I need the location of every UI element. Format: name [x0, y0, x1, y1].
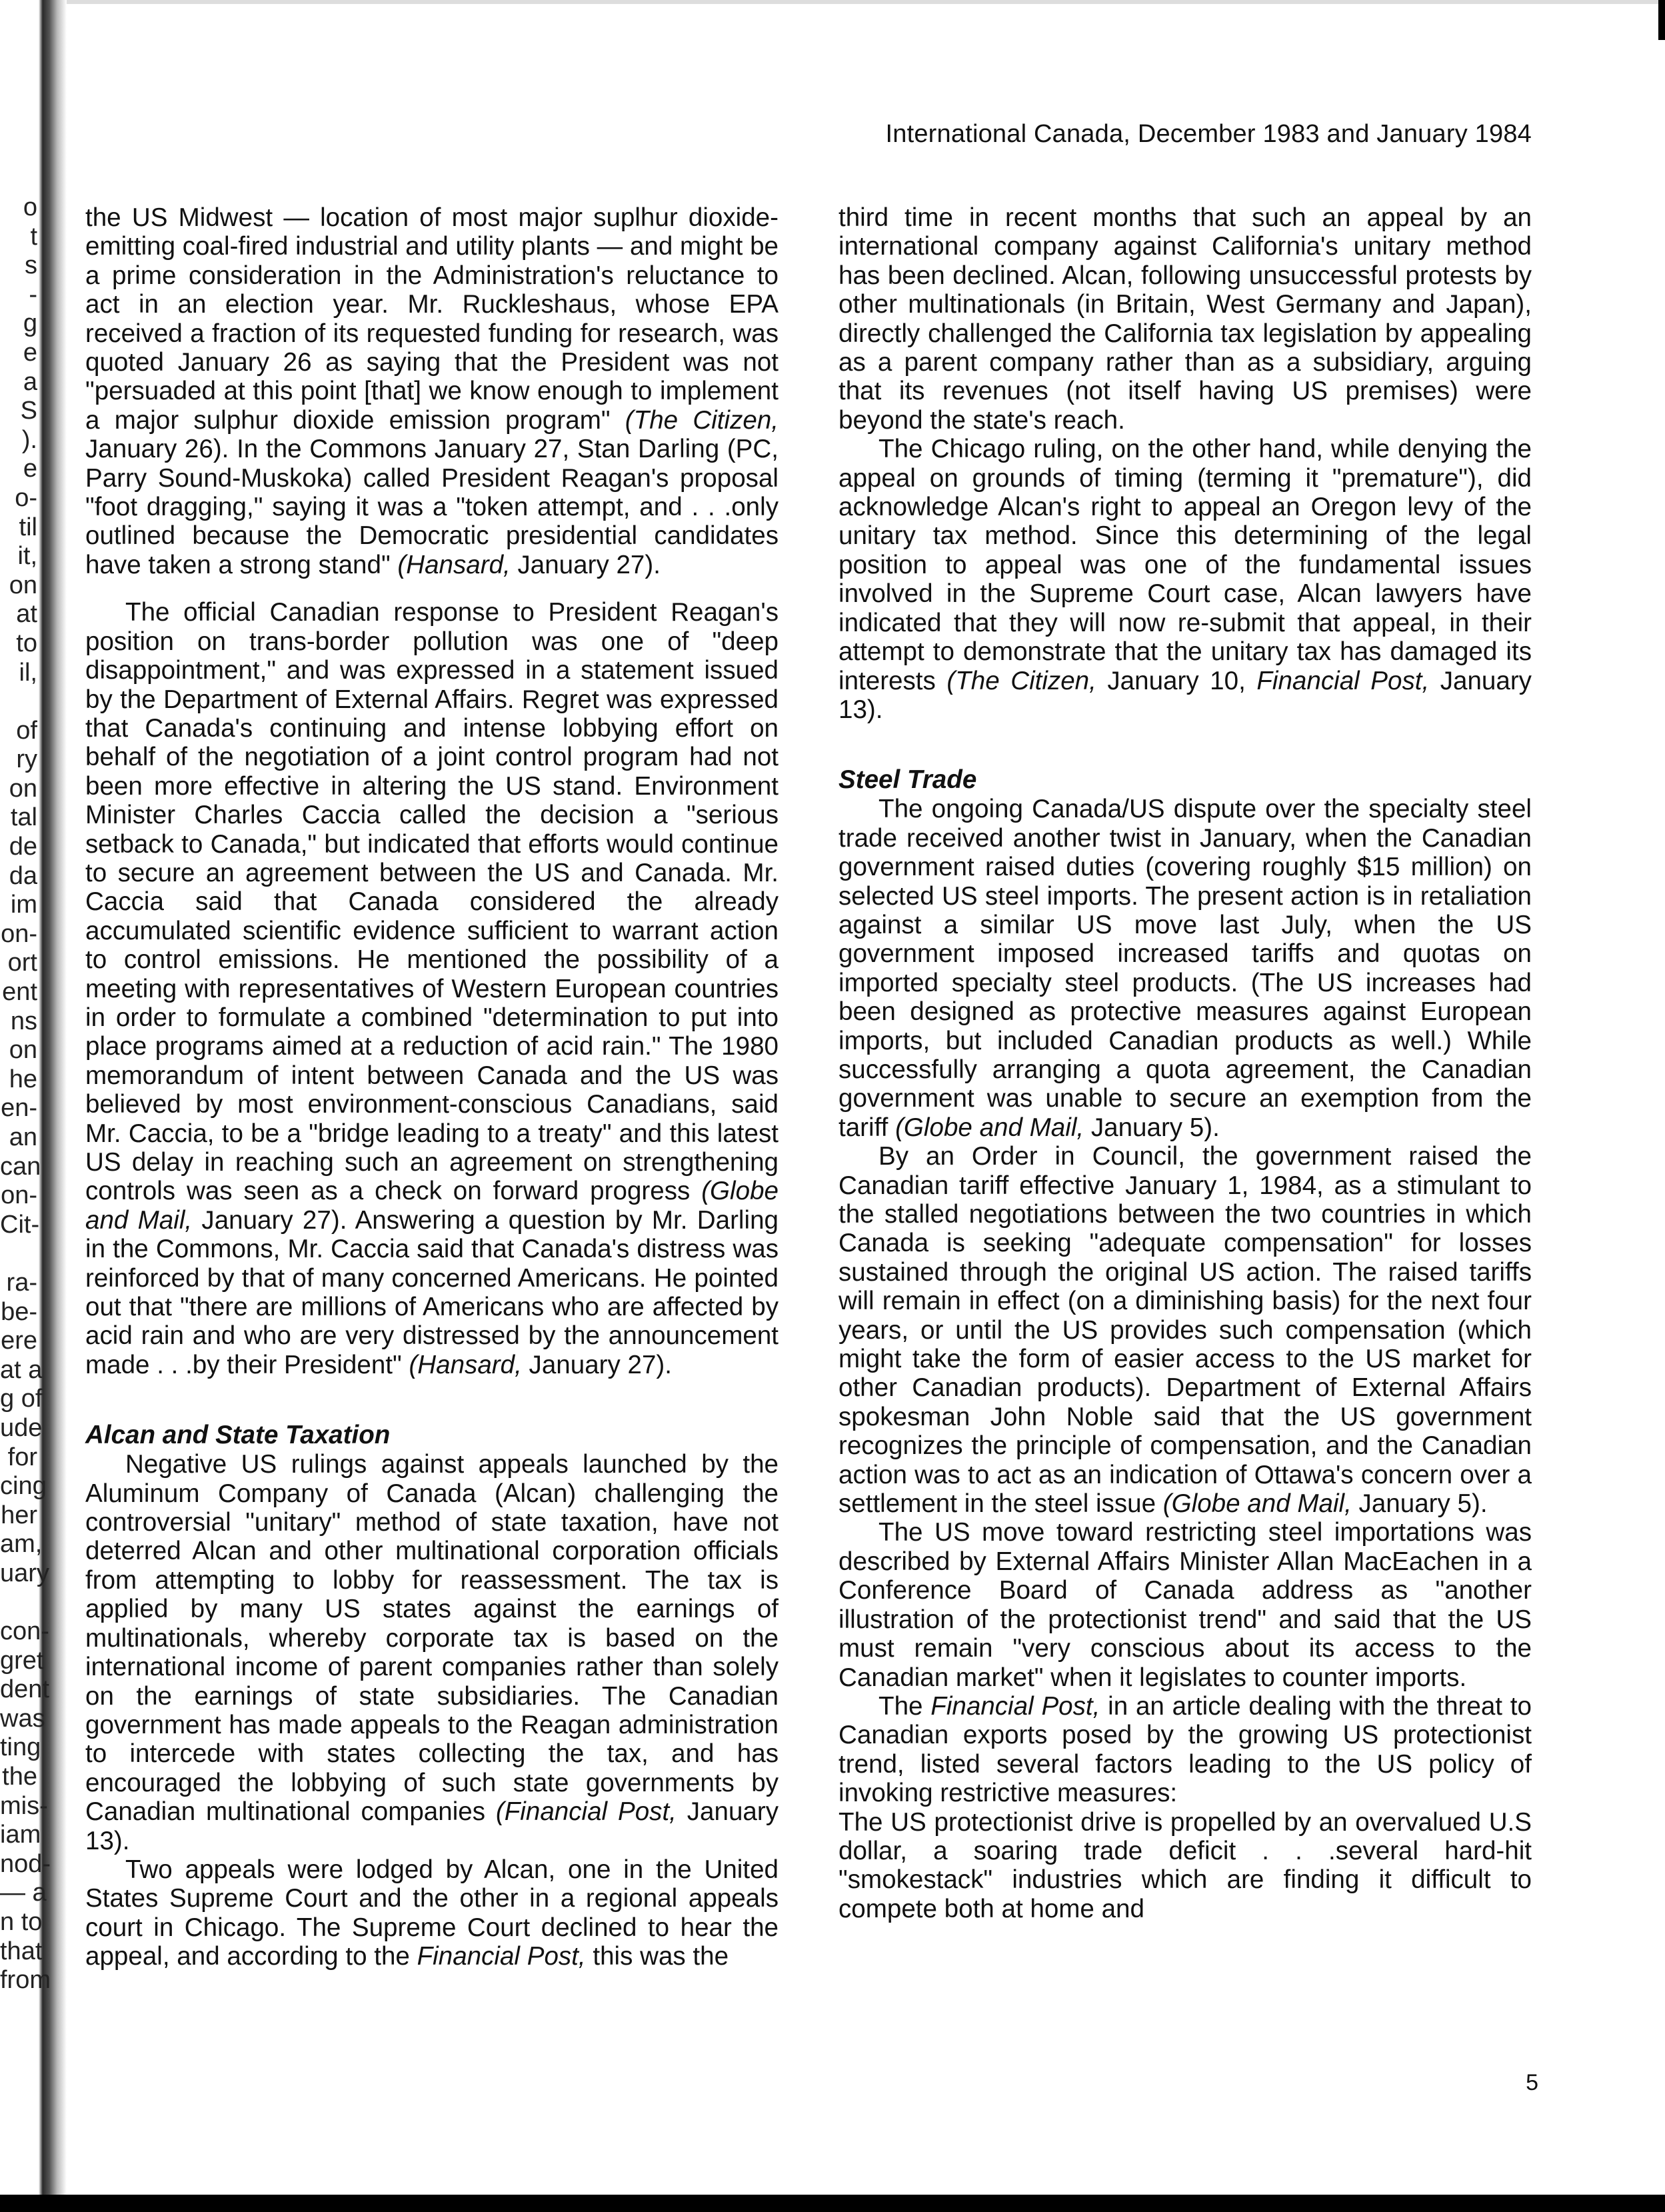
- bleed-fragment: at: [16, 600, 37, 629]
- page-number: 5: [1526, 2070, 1538, 2095]
- adjacent-page-bleed-text: [0, 193, 51, 2127]
- right-column: [838, 203, 1532, 1923]
- bleed-fragment: tal: [10, 803, 37, 832]
- citation: (Hansard,: [409, 1350, 522, 1379]
- bleed-fragment: con-: [0, 1617, 49, 1646]
- bleed-fragment: ra-: [6, 1268, 37, 1297]
- paragraph: Two appeals were lodged by Alcan, one in the United States Supreme Court and the other in a regional appeals court in Chicago. The Supreme Court declined to hear the appeal, and according to the Financial Post, this was the: [85, 1855, 779, 1971]
- bleed-fragment: on: [9, 571, 37, 599]
- citation: Financial Post,: [417, 1942, 586, 1971]
- bleed-fragment: e: [23, 338, 37, 367]
- section-heading-alcan: Alcan and State Taxation: [85, 1421, 391, 1450]
- paragraph: The ongoing Canada/US dispute over the specialty steel trade received another twist in January, when the Canadian government raised duties (covering roughly $15 million) on selected US steel imports. The present action is in retaliation against a similar US move last July, when the US government imposed increased tariffs and quotas on imported specialty steel products. (The US increases had been designed as protective measures against European imports, but included Canadian products as well.) While successfully arranging a quota agreement, the Canadian government was unable to secure an exemption from the tariff (Globe and Mail, January 5).: [838, 795, 1532, 1142]
- citation: (Globe and Mail,: [895, 1113, 1084, 1142]
- bleed-fragment: the: [2, 1763, 37, 1791]
- bleed-fragment: was: [0, 1704, 45, 1733]
- bleed-fragment: S: [20, 397, 37, 425]
- bleed-fragment: til: [19, 513, 37, 541]
- paragraph: Negative US rulings against appeals launched by the Aluminum Company of Canada (Alcan) challenging the controversial "unitary" method of state taxation, have not deterred Alcan and other multinational corporation officials from attempting to lobby for reassessment. The tax is applied by many US states against the earnings of multinationals, whereby corporate tax is based on the international income of parent companies rather than solely on the earnings of state subsidiaries. The Canadian government has made appeals to the Reagan administration to intercede with states collecting the tax, and has encouraged the lobbying of such state governments by Canadian multinational companies (Financial Post, January 13).: [85, 1450, 779, 1855]
- bleed-fragment: from: [0, 1966, 51, 1995]
- paragraph: The Financial Post, in an article dealing with the threat to Canadian exports posed by the growing US protectionist trend, listed several factors leading to the US policy of invoking restrictive measures:: [838, 1691, 1532, 1808]
- bleed-fragment: [0, 1589, 37, 1618]
- paragraph: By an Order in Council, the government raised the Canadian tariff effective January 1, 1984, as a stimulant to the stalled negotiations between the two countries in which Canada is seeking "adequate compensation" for losses sustained through the original US action. The raised tariffs will remain in effect (on a diminishing basis) for the next four years, or until the US provides such compensation (which might take the form of easier access to the US market for other Canadian products). Department of External Affairs spokesman John Noble said that the US government recognizes the principle of compensation, and the Canadian action was to act as an indication of Ottawa's concern over a settlement in the steel issue (Globe and Mail, January 5).: [838, 1142, 1532, 1519]
- citation: (Hansard,: [397, 550, 511, 579]
- bleed-fragment: it,: [17, 542, 37, 571]
- bleed-fragment: da: [9, 861, 37, 890]
- bleed-fragment: e: [23, 455, 37, 483]
- bleed-fragment: am,: [0, 1530, 43, 1559]
- bleed-fragment: on-: [1, 1181, 37, 1210]
- bleed-fragment: he: [9, 1065, 37, 1093]
- bleed-fragment: en-: [1, 1094, 37, 1123]
- paragraph: third time in recent months that such an appeal by an international company against California's unitary method has been declined. Alcan, following unsuccessful protests by other multinationals (in Britain, West Germany and Japan), directly challenged the California tax legislation by appealing as a parent company rather than as a subsidiary, arguing that its revenues (not itself having US premises) were beyond the state's reach.: [838, 203, 1532, 435]
- citation: (The Citizen,: [625, 405, 779, 435]
- bleed-fragment: Cit-: [0, 1210, 40, 1239]
- citation: (The Citizen,: [946, 666, 1096, 695]
- bleed-fragment: [0, 687, 37, 717]
- bleed-fragment: be-: [1, 1297, 37, 1326]
- block-quote: The US protectionist drive is propelled by an overvalued U.S dollar, a soaring trade deficit . . .several hard-hit "smokestack" industries which are finding it difficult to compete both at home and: [838, 1807, 1532, 1923]
- bleed-fragment: ry: [16, 745, 37, 774]
- bleed-fragment: ).: [21, 425, 37, 454]
- paragraph: The US move toward restricting steel importations was described by External Affairs Minister Allan MacEachen in a Conference Board of Canada address as "another illustration of the protectionist trend" and said that the US must remain "very conscious about its access to the Canadian market" when it legislates to counter imports.: [838, 1518, 1532, 1692]
- paragraph: The Chicago ruling, on the other hand, while denying the appeal on grounds of timing (terming it "premature"), did acknowledge Alcan's right to appeal an Oregon levy of the unitary tax method. Since this determining of the legal position to appeal was one of the fundamental issues involved in the Supreme Court case, Alcan lawyers have indicated that they will now re-submit that appeal, in their attempt to demonstrate that the unitary tax has damaged its interests (The Citizen, January 10, Financial Post, January 13).: [838, 435, 1532, 724]
- bleed-fragment: t: [30, 222, 37, 251]
- bleed-fragment: de: [9, 833, 37, 861]
- citation: (Globe and Mail,: [1162, 1489, 1352, 1519]
- bleed-fragment: on-: [1, 919, 37, 948]
- bleed-fragment: nod-: [0, 1849, 51, 1878]
- bleed-fragment: s: [25, 251, 37, 280]
- bleed-fragment: an: [9, 1123, 37, 1151]
- citation: Financial Post,: [930, 1691, 1100, 1721]
- bleed-fragment: ting: [0, 1733, 41, 1762]
- paragraph: The official Canadian response to President Reagan's position on trans-border pollution was one of "deep disappointment," and was expressed in a statement issued by the Department of External Affairs. Regret was expressed that Canada's continuing and intense lobbying effort on behalf of the negotiation of a joint control program had not been more effective in altering the US stand. Environment Minister Charles Caccia called the decision a "serious setback to Canada," but indicated that efforts would continue to secure an agreement between the US and Canada. Mr. Caccia said that Canada considered the already accumulated scientific evidence sufficient to warrant action to control emissions. He mentioned the possibility of a meeting with representatives of Western European countries in order to formulate a combined "determination to put into place programs aimed at a reduction of acid rain." The 1980 memorandum of intent between Canada and the US was believed by most environment-conscious Canadians, said Mr. Caccia, to be a "bridge leading to a treaty" and this latest US delay in reaching such an agreement on strengthening controls was seen as a check on forward progress (Globe and Mail, January 27). Answering a question by Mr. Darling in the Commons, Mr. Caccia said that Canada's distress was reinforced by that of many concerned Americans. He pointed out that "there are millions of Americans who are affected by acid rain and who are very distressed by the announcement made . . .by their President" (Hansard, January 27).: [85, 598, 779, 1379]
- bleed-fragment: il,: [19, 658, 37, 687]
- bleed-fragment: gret: [0, 1646, 44, 1675]
- bleed-fragment: -: [29, 280, 37, 309]
- bleed-fragment: n to: [0, 1908, 43, 1937]
- paragraph: the US Midwest — location of most major suplhur dioxide-emitting coal-fired industrial and utility plants — and might be a prime consideration in the Administration's reluctance to act in an election year. Mr. Ruckleshaus, whose EPA received a fraction of its requested funding for research, was quoted January 26 as saying that the President was not "persuaded at this point [that] we know enough to implement a major sulphur dioxide emission program" (The Citizen, January 26). In the Commons January 27, Stan Darling (PC, Parry Sound-Muskoka) called President Reagan's proposal "foot dragging," saying it was a "token attempt, and . . .only outlined because the Democratic presidential candidates have taken a strong stand" (Hansard, January 27).: [85, 203, 779, 579]
- bleed-fragment: o-: [15, 483, 37, 512]
- bleed-fragment: — a: [0, 1879, 47, 1907]
- scan-top-edge: [0, 0, 1665, 4]
- scan-bottom-edge: [0, 2195, 1665, 2212]
- bleed-fragment: uary: [0, 1559, 49, 1587]
- bleed-fragment: at a: [0, 1355, 43, 1384]
- bleed-fragment: ere: [1, 1327, 37, 1355]
- left-column: [85, 203, 779, 1971]
- bleed-fragment: to: [16, 629, 37, 657]
- running-head: International Canada, December 1983 and January 1984: [885, 120, 1532, 148]
- bleed-fragment: on: [9, 774, 37, 803]
- bleed-fragment: her: [1, 1501, 37, 1529]
- bleed-fragment: on: [9, 1036, 37, 1065]
- bleed-fragment: ude: [0, 1413, 43, 1442]
- bleed-fragment: im: [10, 891, 37, 919]
- bleed-fragment: ent: [2, 978, 37, 1007]
- bleed-fragment: dent: [0, 1675, 49, 1704]
- citation: (Financial Post,: [495, 1797, 677, 1827]
- bleed-fragment: of: [16, 716, 37, 745]
- bleed-fragment: o: [23, 193, 37, 221]
- bleed-fragment: g of: [0, 1385, 43, 1413]
- citation: (Globe and Mail,: [85, 1177, 779, 1235]
- bleed-fragment: ort: [7, 949, 37, 977]
- bleed-fragment: ns: [10, 1007, 37, 1035]
- bleed-fragment: mis-: [0, 1791, 48, 1820]
- bleed-fragment: can: [0, 1152, 41, 1181]
- bleed-fragment: g: [23, 309, 37, 338]
- bleed-fragment: that: [0, 1937, 43, 1965]
- section-heading-steel: Steel Trade: [838, 765, 977, 795]
- bleed-fragment: iam: [0, 1821, 41, 1849]
- bleed-fragment: cing: [0, 1472, 47, 1501]
- citation: Financial Post,: [1256, 666, 1430, 695]
- bleed-fragment: [0, 1239, 37, 1269]
- bleed-fragment: for: [7, 1443, 37, 1471]
- scan-corner-mark: [1658, 0, 1665, 40]
- bleed-fragment: a: [23, 367, 37, 396]
